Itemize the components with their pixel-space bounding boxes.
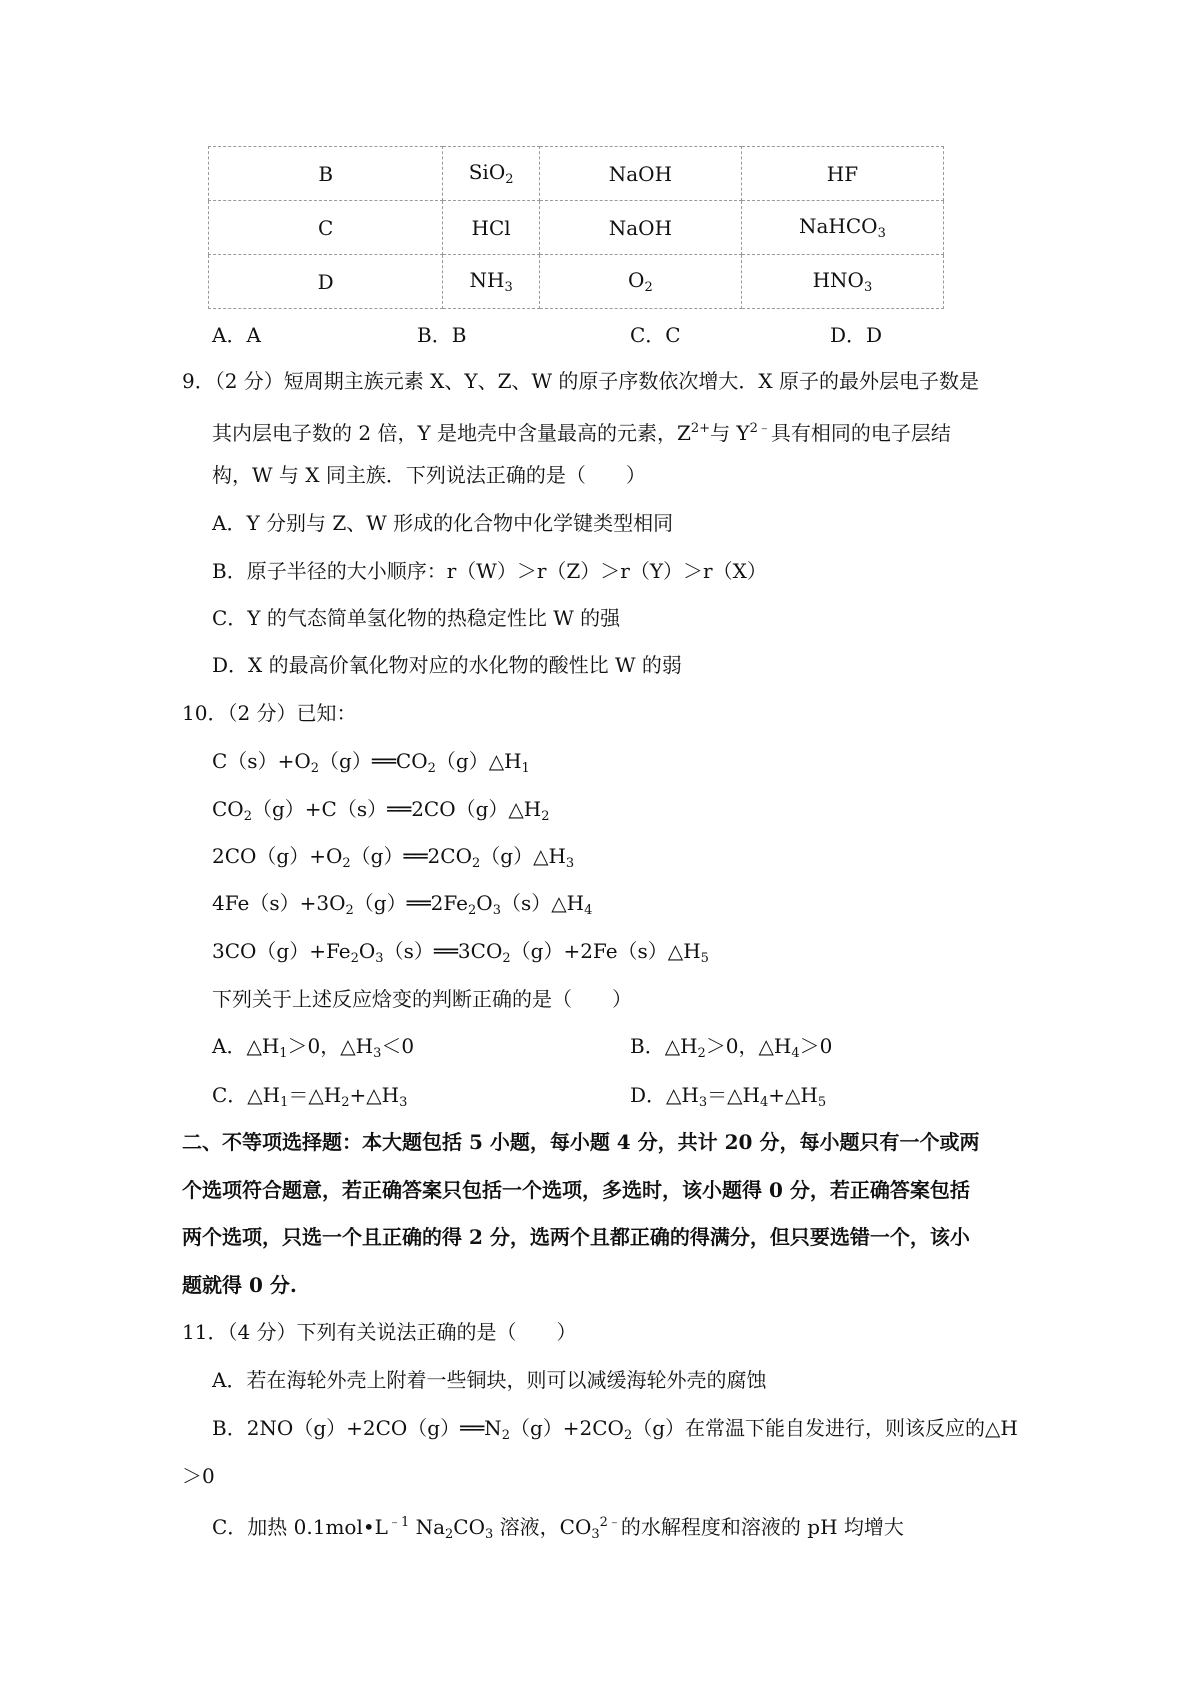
q9-option-a: A．Y 分别与 Z、W 形成的化合物中化学键类型相同: [212, 511, 674, 535]
table-cell: HCl: [443, 201, 540, 255]
q9-stem-line1: 9．（2 分）短周期主族元素 X、Y、Z、W 的原子序数依次增大．X 原子的最外层电子数是: [182, 369, 980, 393]
section-heading-line3: 两个选项，只选一个且正确的得 2 分，选两个且都正确的得满分，但只要选错一个，该小: [182, 1225, 970, 1249]
q9-option-b: B．原子半径的大小顺序：r（W）＞r（Z）＞r（Y）＞r（X）: [212, 559, 767, 583]
q11-stem: 11．（4 分）下列有关说法正确的是（ ）: [182, 1320, 577, 1344]
q10-stem: 10．（2 分）已知：: [182, 701, 357, 725]
table-row: [209, 147, 944, 201]
q10-option-d: D．$\triangle H_3=\triangle H_4+\triangle H_5$: [630, 1083, 827, 1110]
q10-option-c: C．$\triangle H_1=\triangle H_2+\triangle H_3$: [212, 1083, 408, 1110]
q10-equation-1: $C(s)+O_2(g)══CO_2(g)\triangle H_1$: [212, 749, 530, 776]
section-heading-line2: 个选项符合题意，若正确答案只包括一个选项，多选时，该小题得 0 分，若正确答案包括: [182, 1178, 970, 1202]
table-cell: D: [209, 255, 443, 309]
q10-equation-2: $CO_2(g)+C(s)══2CO(g)\triangle H_2$: [212, 797, 550, 824]
table-cell: $HNO_3$: [741, 255, 943, 309]
q11-option-b: B．$2NO(g)+2CO(g)══N_2(g)+2CO_2(g)$在常温下能自发进行，则该反应的△H: [212, 1416, 1018, 1443]
q10-option-b: B．$\triangle H_2>0$，$\triangle H_4>0$: [630, 1034, 833, 1061]
table-cell: NaOH: [539, 201, 741, 255]
q11-option-a: A．若在海轮外壳上附着一些铜块，则可以减缓海轮外壳的腐蚀: [212, 1368, 767, 1392]
q8-option-b: B．B: [417, 323, 467, 347]
q10-equation-4: $4Fe(s)+3O_2(g)══2Fe_2O_3(s)\triangle H_4$: [212, 891, 593, 918]
options-table: [208, 146, 944, 309]
table-cell: HF: [741, 147, 943, 201]
table-cell: $O_2$: [539, 255, 741, 309]
q10-option-a: A．$\triangle H_1>0$，$\triangle H_3<0$: [212, 1034, 415, 1061]
q8-option-c: C．C: [630, 323, 681, 347]
section-heading-line1: 二、不等项选择题：本大题包括 5 小题，每小题 4 分，共计 20 分，每小题只有一个或两: [182, 1130, 980, 1154]
subscript: 2: [644, 280, 653, 295]
subscript: 3: [863, 280, 873, 295]
q9-option-d: D．X 的最高价氧化物对应的水化物的酸性比 W 的弱: [212, 653, 682, 677]
table-cell: C: [209, 201, 443, 255]
subscript: 3: [877, 226, 886, 241]
q9-stem-line3: 构，W 与 X 同主族．下列说法正确的是（ ）: [212, 463, 646, 487]
table-row: [209, 255, 944, 309]
q9-option-c: C．Y 的气态简单氢化物的热稳定性比 W 的强: [212, 606, 621, 630]
q11-option-c: C．加热 $0.1mol•L^{﹣1}$ $Na_2CO_3$ 溶液，$CO_3^{2﹣}$的水解程度和溶液的 pH 均增大: [212, 1515, 904, 1542]
subscript: 3: [504, 280, 513, 295]
table-cell: SiO$_2$: [443, 147, 540, 201]
table-cell: NaHCO$_3$: [741, 201, 943, 255]
table-row: [209, 201, 944, 255]
table-cell: NaOH: [539, 147, 741, 201]
q10-question: 下列关于上述反应焓变的判断正确的是（ ）: [212, 987, 632, 1011]
q11-option-b-cont: ＞0: [182, 1464, 215, 1488]
q8-option-d: D．D: [830, 323, 883, 347]
subscript: 2: [505, 172, 514, 187]
q8-option-a: A．A: [212, 323, 261, 347]
table-cell: $NH_3$: [443, 255, 540, 309]
q9-stem-line2: 其内层电子数的 2 倍，Y 是地壳中含量最高的元素，$Z^{2+}$与 $Y^{2﹣}$具有相同的电子层结: [212, 421, 951, 445]
q10-equation-5: $3CO(g)+Fe_2O_3(s)══3CO_2(g)+2Fe(s)\triangle H_5$: [212, 939, 709, 966]
section-heading-line4: 题就得 0 分.: [182, 1273, 297, 1297]
q10-equation-3: $2CO(g)+O_2(g)══2CO_2(g)\triangle H_3$: [212, 844, 575, 871]
table-cell: B: [209, 147, 443, 201]
